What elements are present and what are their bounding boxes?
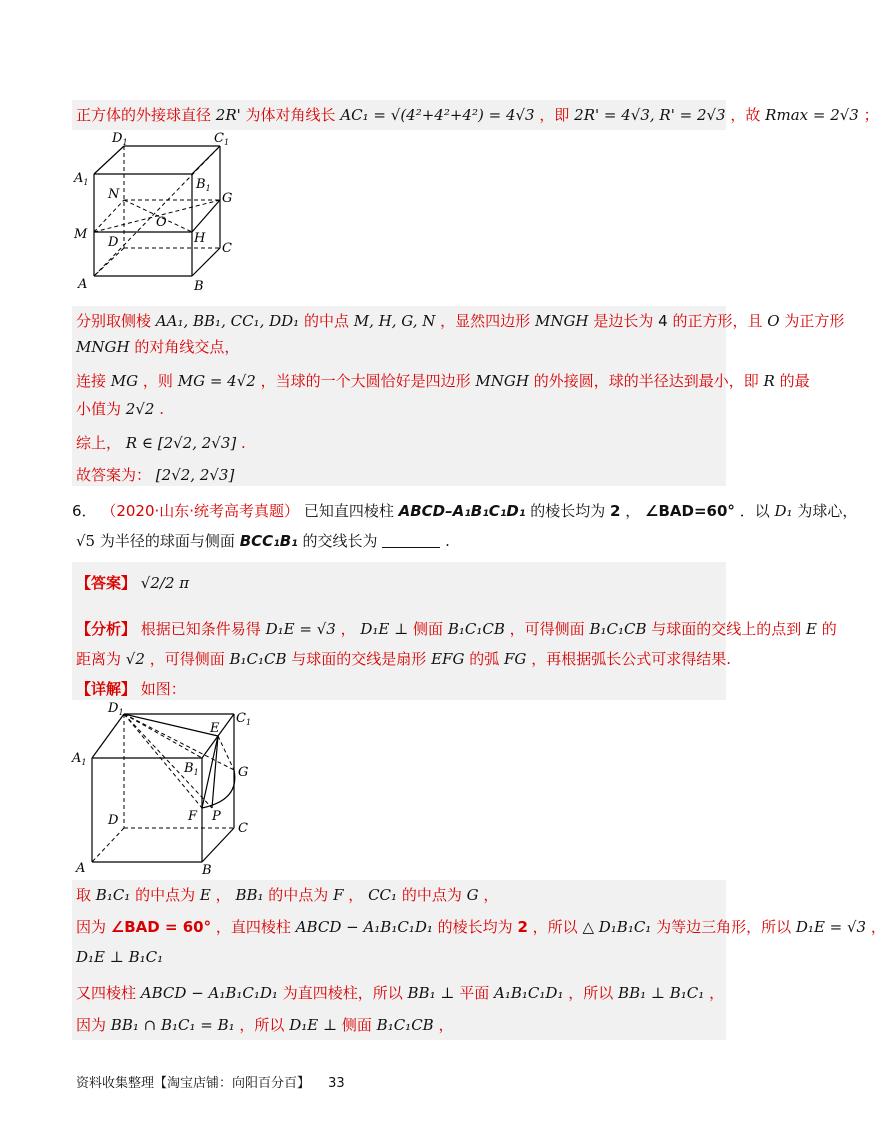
para2-line3 [76,370,810,392]
detail-tag: 【详解】 [76,680,137,698]
text: 分别取侧棱 [76,312,152,330]
text: 综上， [76,434,122,452]
text: 连接 [76,372,107,390]
text: ，显然四边形 [440,312,531,330]
formula: D₁ [774,502,793,520]
para2-line6 [76,464,234,486]
highlight-block-2 [72,306,726,486]
number: 4 [658,312,668,330]
text: 的棱长均为 [437,918,513,936]
text: 为直四棱柱，所以 [282,984,403,1002]
formula: EFG [431,650,465,668]
text: 根据已知条件易得 [140,620,261,638]
text: . [241,434,246,452]
text: 为等边三角形，所以 [656,918,792,936]
formula: B₁C₁ [95,886,131,904]
label-P: P [212,809,221,824]
formula: △ D₁B₁C₁ [582,918,652,936]
formula: D₁E ⊥ [289,1016,338,1034]
text: 与球面的交线是扇形 [291,650,427,668]
text: 的中点 [303,312,349,330]
formula: BB₁ ⊥ [407,984,455,1002]
formula: ∠BAD=60° [645,502,735,520]
text: 如图： [140,680,186,698]
formula: E [199,886,211,904]
para1-line1 [76,104,879,126]
formula: O [767,312,780,330]
formula: D₁E = √3 [265,620,336,638]
step-1 [76,884,498,906]
text: ，所以 [532,918,578,936]
step-3 [76,946,163,968]
text: 已知直四棱柱 [303,502,394,520]
formula: BB₁ ⊥ B₁C₁ [618,984,705,1002]
label-A: A [78,277,88,292]
formula: R [763,372,775,390]
text: ， [438,1016,454,1034]
formula: D₁E ⊥ B₁C₁ [76,948,164,966]
label-D: D [108,235,119,250]
text: 故答案为： [76,466,152,484]
formula: ABCD–A₁B₁C₁D₁ [398,502,526,520]
answer-blank [382,533,440,548]
text: . [159,400,165,418]
formula: E [806,620,817,638]
label-C1: $C_1$ [214,131,230,147]
answer-tag: 【答案】 [76,574,137,592]
label-O: O [156,215,167,230]
formula: [2√2, 2√3] [155,466,235,484]
label-G: G [238,765,249,780]
text: 与球面的交线上的点到 [651,620,802,638]
formula: 2√2 [125,400,155,418]
text: . [445,532,450,550]
formula: ABCD − A₁B₁C₁D₁ [295,918,433,936]
label-H: H [194,231,206,246]
q6-source: （2020·山东·统考高考真题） [101,502,300,520]
page-number: 33 [328,1076,345,1091]
text: ； [863,106,879,124]
text: ，所以 [568,984,614,1002]
text: 侧面 [341,1016,372,1034]
formula: D₁E = √3 [795,918,867,936]
text: ， [348,886,364,904]
analysis-line1 [76,618,837,640]
text: ．以 [739,502,770,520]
formula: B₁C₁CB [447,620,505,638]
formula: G [466,886,479,904]
step-2 [76,916,886,938]
formula: MG = 4√2 [177,372,256,390]
text: ，即 [539,106,570,124]
text: 的中点为 [135,886,196,904]
analysis-tag: 【分析】 [76,620,137,638]
figure-cube-2 [72,700,252,876]
q6-line2 [76,530,450,552]
label-M: M [74,227,88,242]
label-C: C [222,241,232,256]
para2-line2 [76,336,239,358]
text: 的最 [779,372,810,390]
formula: BB₁ ∩ B₁C₁ = B₁ [110,1016,235,1034]
formula: MNGH [475,372,529,390]
text: ，故 [730,106,761,124]
formula: CC₁ [368,886,398,904]
text: 取 [76,886,92,904]
text: 的 [821,620,837,638]
text: 为球心， [797,502,858,520]
step-4 [76,982,724,1004]
q6-number: 6． [72,502,97,520]
formula: M, H, G, N [353,312,436,330]
answer-expr: √2/2 π [140,574,190,592]
formula: B₁C₁CB [229,650,287,668]
label-D1: $D_1$ [108,701,124,717]
analysis-line2 [76,648,731,670]
para2-line1 [76,310,844,332]
formula: A₁B₁C₁D₁ [494,984,564,1002]
formula: √2 [125,650,145,668]
text: ，所以 [239,1016,285,1034]
label-F: F [188,809,198,824]
label-B1: $B_1$ [184,761,199,777]
label-C1: $C_1$ [236,711,252,727]
formula: ABCD − A₁B₁C₁D₁ [140,984,278,1002]
formula: D₁E ⊥ [360,620,409,638]
text: 小值为 [76,400,122,418]
text: 侧面 [413,620,444,638]
para2-line5 [76,432,246,454]
label-A1: $A_1$ [72,751,87,767]
text: 的交线长为 [302,532,378,550]
formula: Rmax = 2√3 [765,106,859,124]
text: 的外接圆，球的半径达到最小，即 [533,372,759,390]
text: 为半径的球面与侧面 [99,532,235,550]
page-footer [76,1072,345,1091]
label-D1: $D_1$ [112,131,128,147]
text: 正方体的外接球直径 [76,106,212,124]
formula: BB₁ [235,886,264,904]
text: ，则 [142,372,173,390]
label-E: E [210,721,220,736]
text: ， [215,886,231,904]
formula: R ∈ [2√2, 2√3] [125,434,237,452]
label-N: N [108,187,120,202]
text: ， [483,886,499,904]
label-C: C [238,821,248,836]
text: ，当球的一个大圆恰好是四边形 [260,372,471,390]
text: 的棱长均为 [530,502,606,520]
formula: B₁C₁CB [589,620,647,638]
text: ， [709,984,725,1002]
cube-diagram-1 [72,130,236,294]
text: ，再根据弧长公式可求得结果. [531,650,731,668]
text: 因为 [76,918,107,936]
formula: 2R' = 4√3, R' = 2√3 [574,106,726,124]
text: 是边长为 [593,312,654,330]
formula: B₁C₁CB [376,1016,434,1034]
text: 为正方形 [784,312,845,330]
text: 的对角线交点， [134,338,240,356]
text: 的正方形，且 [672,312,763,330]
label-B: B [202,863,212,878]
text: ， [340,620,356,638]
footer-text: 资料收集整理【淘宝店铺：向阳百分百】 [76,1076,311,1091]
text: 的中点为 [401,886,462,904]
diameter-symbol: 2R' [215,106,241,124]
label-B1: $B_1$ [196,177,211,193]
formula: MNGH [76,338,130,356]
number: 2 [517,918,528,936]
formula: MNGH [534,312,589,330]
cube-diagram-2 [72,700,252,876]
formula: FG [504,650,527,668]
text: ， [625,502,641,520]
formula: AA₁, BB₁, CC₁, DD₁ [155,312,300,330]
formula: AC₁ = √(4²+4²+4²) = 4√3 [340,106,535,124]
formula: BCC₁B₁ [239,532,298,550]
text: 的中点为 [268,886,329,904]
formula: F [333,886,344,904]
formula: ∠BAD = 60° [110,918,212,936]
formula: √5 [76,532,96,550]
number: 2 [610,502,621,520]
text: ， [870,918,886,936]
label-D: D [108,813,119,828]
detail-line [76,678,186,700]
label-A1: $A_1$ [74,171,89,187]
answer-line [76,572,189,594]
text: 因为 [76,1016,107,1034]
text: 的弧 [469,650,500,668]
text: 为体对角线长 [245,106,336,124]
text: ，可得侧面 [149,650,225,668]
figure-cube-1 [72,130,236,294]
q6-line1 [72,500,857,522]
label-G: G [222,191,233,206]
text: 又四棱柱 [76,984,137,1002]
formula: MG [110,372,139,390]
step-5 [76,1014,454,1036]
text: ，可得侧面 [509,620,585,638]
text: ，直四棱柱 [215,918,291,936]
text: 距离为 [76,650,122,668]
label-A: A [76,861,86,876]
label-B: B [194,279,204,294]
para2-line4 [76,398,164,420]
text: 平面 [459,984,490,1002]
